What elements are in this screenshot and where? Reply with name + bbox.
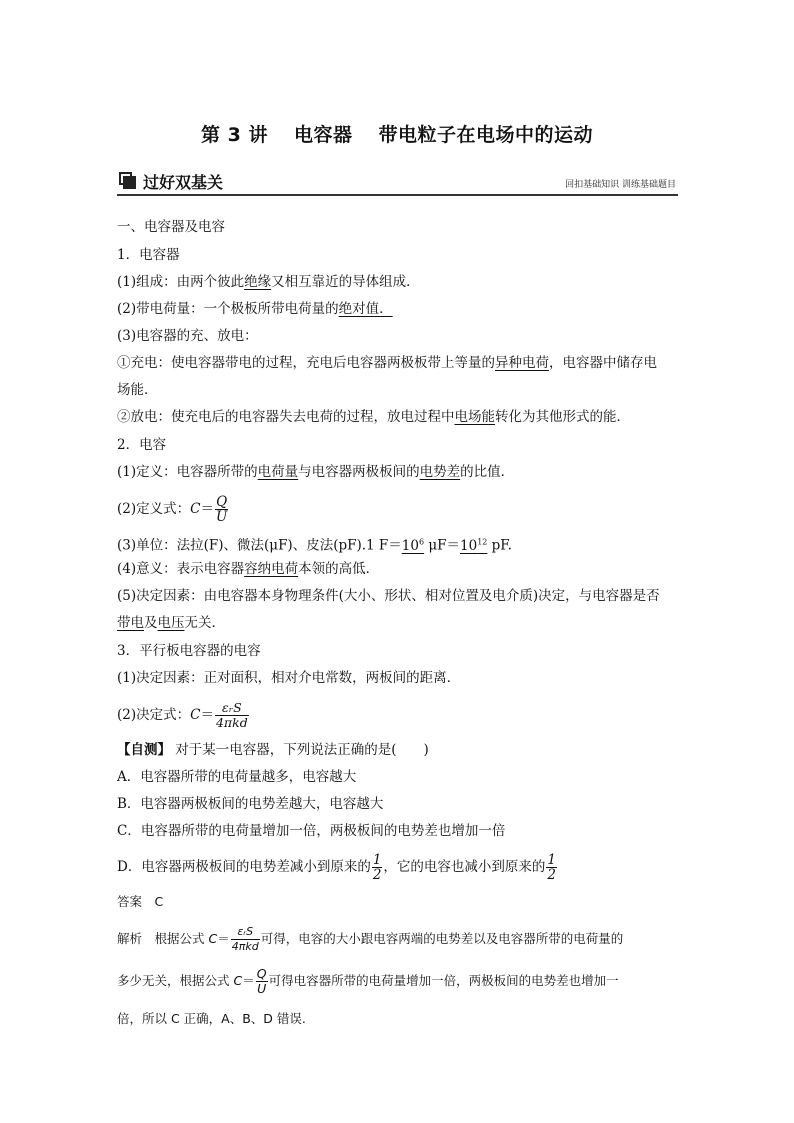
option-b: B．电容器两极板间的电势差越大，电容越大 — [117, 796, 384, 812]
fraction-half-2: $\frac{1}{2}$ — [547, 852, 557, 883]
line-definition: (1)定义：电容器所带的电荷量与电容器两极板间的电势差的比值． — [117, 464, 515, 480]
fraction-half-1: $\frac{1}{2}$ — [372, 852, 382, 883]
section-subtitle: 回扣基础知识 训练基础题目 — [565, 180, 676, 190]
explanation-line-3: 倍，所以 C 正确，A、B、D 错误. — [117, 1011, 306, 1026]
line-charging-cont: 场能． — [117, 382, 158, 398]
self-test-question: 【自测】 对于某一电容器，下列说法正确的是( ) — [117, 742, 429, 758]
option-d: D．电容器两极板间的电势差减小到原来的 $\frac{1}{2}$ ，它的电容也减小到原来的 $\frac{1}{2}$ — [117, 852, 557, 883]
section-icon — [119, 172, 135, 188]
option-c: C．电容器所带的电荷量增加一倍，两极板间的电势差也增加一倍 — [117, 823, 506, 839]
line-charging: ①充电：使电容器带电的过程，充电后电容器两极板带上等量的异种电荷，电容器中储存电 — [117, 355, 657, 371]
fraction-epsilon-s: $\frac{\text{εᵣS}}{\text{4πkd}}$ — [215, 700, 248, 730]
fraction-q-over-u: $\frac{Q}{U}$ — [215, 494, 228, 525]
lecture-number: 第 3 讲 — [201, 124, 268, 146]
heading-capacitor: 一、电容器及电容 — [117, 219, 225, 235]
line-definition-formula: (2)定义式：C＝ $\frac{Q}{U}$ — [117, 494, 228, 525]
section-header — [117, 168, 678, 196]
title-part-2: 带电粒子在电场中的运动 — [378, 124, 593, 146]
section-rule — [117, 194, 678, 196]
line-discharging: ②放电：使充电后的电容器失去电荷的过程，放电过程中电场能转化为其他形式的能． — [117, 409, 630, 425]
title-part-1: 电容器 — [293, 124, 353, 146]
section-title: 过好双基关 — [143, 173, 224, 192]
explanation-line-1: 解析 根据公式 C＝ $\frac{\text{εᵣS}}{\text{4πkd}}$ 可得，电容的大小跟电容两端的电势差以及电容器所带的电荷量的 — [117, 925, 624, 953]
line-meaning: (4)意义：表示电容器容纳电荷本领的高低． — [117, 561, 380, 577]
fraction-explain-2: $\frac{Q}{U}$ — [256, 966, 267, 996]
line-determining-formula: (2)决定式：C＝ $\frac{\text{εᵣS}}{\text{4πkd}}$ — [117, 700, 248, 730]
page-title — [0, 120, 794, 147]
explanation-line-2: 多少无关，根据公式 C＝ $\frac{Q}{U}$ 可得电容器所带的电荷量增加一倍，两极板间的电势差也增加一 — [117, 966, 619, 996]
subheading-capacitor: 1．电容器 — [117, 247, 180, 263]
line-charge-discharge: (3)电容器的充、放电： — [117, 328, 258, 344]
line-factors: (5)决定因素：由电容器本身物理条件(大小、形状、相对位置及电介质)决定，与电容器是否 — [117, 588, 660, 604]
line-units: (3)单位：法拉(F)、微法(μF)、皮法(pF).1 $F=10^6$ $\mu F=10^{12}$ pF. — [117, 537, 512, 554]
line-composition: (1)组成：由两个彼此绝缘又相互靠近的导体组成． — [117, 274, 420, 290]
line-charge: (2)带电荷量：一个极板所带电荷量的绝对值． — [117, 301, 393, 317]
option-a: A．电容器所带的电荷量越多，电容越大 — [117, 769, 357, 785]
subheading-parallel-plate: 3．平行板电容器的电容 — [117, 643, 261, 659]
answer: 答案 C — [117, 894, 164, 909]
line-determining-factors: (1)决定因素：正对面积，相对介电常数，两板间的距离． — [117, 670, 461, 686]
line-factors-cont: 带电及电压无关． — [117, 615, 225, 631]
subheading-capacitance: 2．电容 — [117, 437, 167, 453]
fraction-explain-1: $\frac{\text{εᵣS}}{\text{4πkd}}$ — [231, 925, 259, 953]
